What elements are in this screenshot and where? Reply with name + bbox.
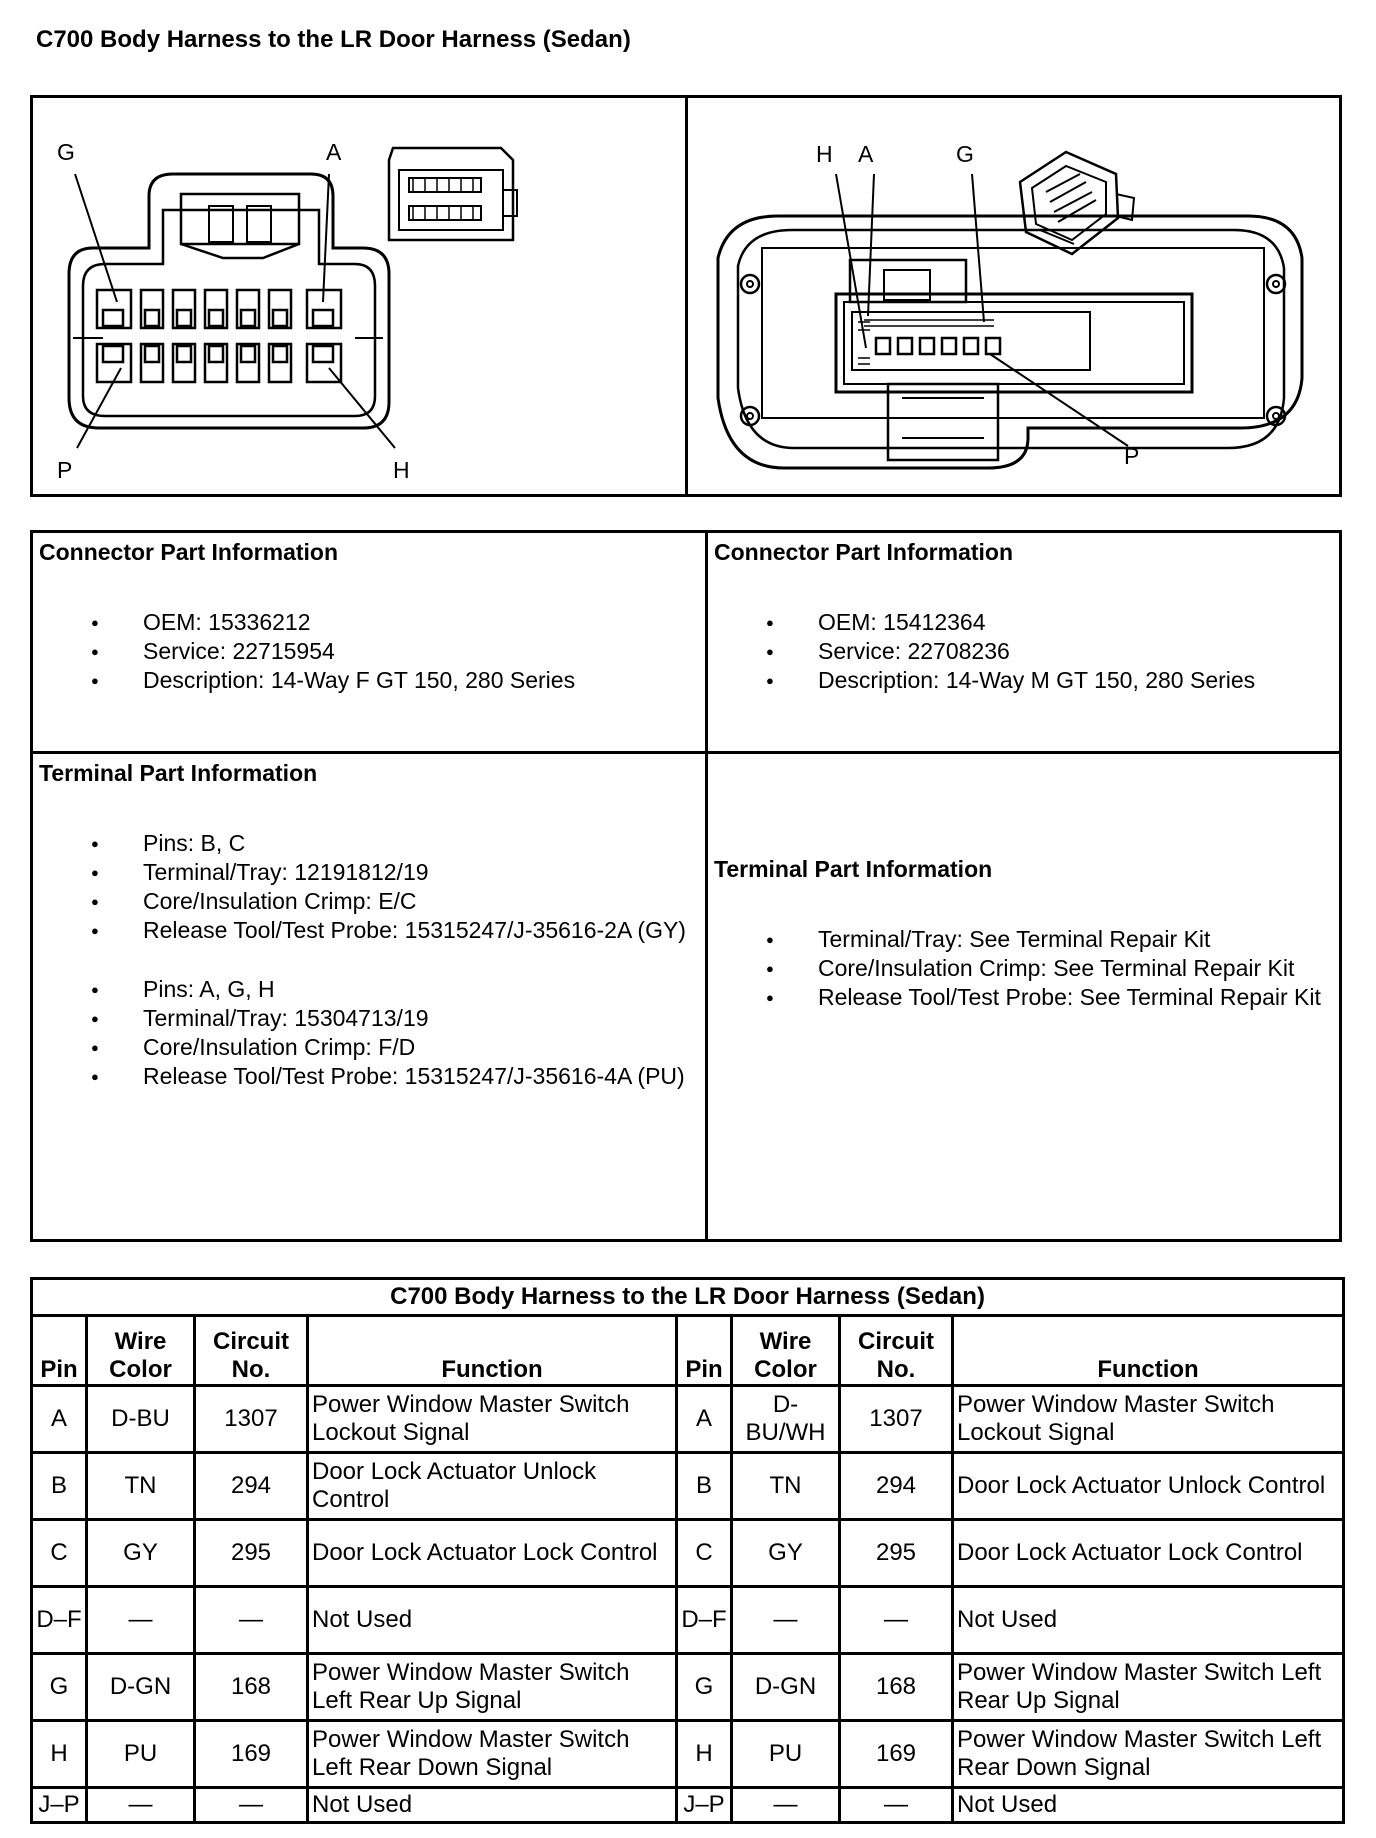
cell-wire-color: — bbox=[732, 1788, 840, 1823]
cell-wire-color: D-GN bbox=[87, 1654, 195, 1721]
cell-circuit: 295 bbox=[195, 1520, 308, 1587]
cell-pin: D–F bbox=[677, 1587, 732, 1654]
left-terminal-info bbox=[33, 754, 705, 1242]
cell-wire-color: — bbox=[732, 1587, 840, 1654]
cell-wire-color: PU bbox=[87, 1721, 195, 1788]
table-row bbox=[32, 1788, 1344, 1823]
left-terminal-heading: Terminal Part Information bbox=[39, 760, 318, 786]
left-terminal-list-1 bbox=[39, 829, 699, 945]
list-item: ● Pins: A, G, H bbox=[39, 975, 699, 1004]
cell-pin: A bbox=[677, 1386, 732, 1453]
cell-circuit: 294 bbox=[195, 1453, 308, 1520]
cell-pin: D–F bbox=[32, 1587, 87, 1654]
list-item: ● Core/Insulation Crimp: E/C bbox=[39, 887, 699, 916]
cell-wire-color: — bbox=[87, 1788, 195, 1823]
cell-function: Power Window Master Switch Lockout Signal bbox=[308, 1386, 677, 1453]
left-terminal-list-2 bbox=[39, 975, 699, 1091]
right-terminal-list bbox=[714, 925, 1336, 1012]
cell-wire-color: GY bbox=[87, 1520, 195, 1587]
cell-circuit: 295 bbox=[840, 1520, 953, 1587]
right-connector-list bbox=[714, 608, 1336, 695]
cell-function: Door Lock Actuator Unlock Control bbox=[953, 1453, 1344, 1520]
cell-pin: G bbox=[677, 1654, 732, 1721]
cell-pin: B bbox=[677, 1453, 732, 1520]
cell-circuit: 168 bbox=[195, 1654, 308, 1721]
left-pin-a-label: A bbox=[326, 139, 342, 165]
cell-pin: J–P bbox=[32, 1788, 87, 1823]
cell-wire-color: D-BU bbox=[87, 1386, 195, 1453]
list-item: ● OEM: 15412364 bbox=[714, 608, 1336, 637]
right-connector-heading: Connector Part Information bbox=[714, 539, 1014, 565]
header-pin: Pin bbox=[677, 1316, 732, 1386]
cell-pin: C bbox=[677, 1520, 732, 1587]
cell-pin: B bbox=[32, 1453, 87, 1520]
table-row bbox=[32, 1453, 1344, 1520]
male-connector-face-diagram bbox=[688, 98, 1340, 494]
cell-pin: C bbox=[32, 1520, 87, 1587]
left-connector-heading: Connector Part Information bbox=[39, 539, 339, 565]
list-item: ● Release Tool/Test Probe: 15315247/J-35616-2A (GY) bbox=[39, 916, 699, 945]
header-circuit-no: Circuit No. bbox=[195, 1316, 308, 1386]
cell-function: Door Lock Actuator Unlock Control bbox=[308, 1453, 677, 1520]
table-header-row bbox=[32, 1316, 1344, 1386]
cell-circuit: — bbox=[195, 1587, 308, 1654]
right-pin-g-label: G bbox=[956, 141, 974, 167]
right-terminal-info bbox=[708, 754, 1342, 1242]
cell-wire-color: GY bbox=[732, 1520, 840, 1587]
list-item: ● Pins: B, C bbox=[39, 829, 699, 858]
list-item: ● Release Tool/Test Probe: 15315247/J-35616-4A (PU) bbox=[39, 1062, 699, 1091]
connector-diagram-panel bbox=[30, 95, 1342, 497]
left-connector-info bbox=[33, 533, 705, 751]
table-row bbox=[32, 1721, 1344, 1788]
cell-function: Power Window Master Switch Left Rear Down Signal bbox=[953, 1721, 1344, 1788]
cell-wire-color: PU bbox=[732, 1721, 840, 1788]
page-title: C700 Body Harness to the LR Door Harness (Sedan) bbox=[36, 26, 631, 53]
cell-function: Door Lock Actuator Lock Control bbox=[953, 1520, 1344, 1587]
right-pin-h-label: H bbox=[816, 141, 833, 167]
cell-pin: G bbox=[32, 1654, 87, 1721]
left-connector-list bbox=[39, 608, 699, 695]
list-item: ● Terminal/Tray: See Terminal Repair Kit bbox=[714, 925, 1336, 954]
cell-pin: A bbox=[32, 1386, 87, 1453]
table-row bbox=[32, 1520, 1344, 1587]
left-pin-h-label: H bbox=[393, 457, 410, 483]
cell-circuit: 169 bbox=[195, 1721, 308, 1788]
header-wire-color: Wire Color bbox=[732, 1316, 840, 1386]
cell-function: Not Used bbox=[953, 1788, 1344, 1823]
cell-circuit: 169 bbox=[840, 1721, 953, 1788]
cell-wire-color: D-BU/WH bbox=[732, 1386, 840, 1453]
right-terminal-heading: Terminal Part Information bbox=[714, 856, 993, 882]
cell-wire-color: — bbox=[87, 1587, 195, 1654]
right-pin-a-label: A bbox=[858, 141, 874, 167]
cell-function: Not Used bbox=[308, 1587, 677, 1654]
list-item: ● Core/Insulation Crimp: See Terminal Repair Kit bbox=[714, 954, 1336, 983]
list-item: ● Description: 14-Way M GT 150, 280 Series bbox=[714, 666, 1336, 695]
cell-function: Door Lock Actuator Lock Control bbox=[308, 1520, 677, 1587]
cell-circuit: 1307 bbox=[840, 1386, 953, 1453]
list-item: ● Description: 14-Way F GT 150, 280 Series bbox=[39, 666, 699, 695]
table-caption: C700 Body Harness to the LR Door Harness (Sedan) bbox=[32, 1279, 1344, 1316]
cell-function: Power Window Master Switch Lockout Signal bbox=[953, 1386, 1344, 1453]
cell-pin: H bbox=[677, 1721, 732, 1788]
list-item: ● Service: 22708236 bbox=[714, 637, 1336, 666]
header-function: Function bbox=[953, 1316, 1344, 1386]
list-item: ● OEM: 15336212 bbox=[39, 608, 699, 637]
cell-function: Not Used bbox=[953, 1587, 1344, 1654]
part-information-grid bbox=[30, 530, 1342, 1242]
cell-circuit: 1307 bbox=[195, 1386, 308, 1453]
cell-pin: H bbox=[32, 1721, 87, 1788]
cell-pin: J–P bbox=[677, 1788, 732, 1823]
header-circuit-no: Circuit No. bbox=[840, 1316, 953, 1386]
table-row bbox=[32, 1654, 1344, 1721]
cell-circuit: 168 bbox=[840, 1654, 953, 1721]
cell-circuit: — bbox=[840, 1788, 953, 1823]
cell-wire-color: D-GN bbox=[732, 1654, 840, 1721]
cell-circuit: 294 bbox=[840, 1453, 953, 1520]
cell-function: Not Used bbox=[308, 1788, 677, 1823]
cell-function: Power Window Master Switch Left Rear Down Signal bbox=[308, 1721, 677, 1788]
list-item: ● Terminal/Tray: 12191812/19 bbox=[39, 858, 699, 887]
cell-function: Power Window Master Switch Left Rear Up Signal bbox=[953, 1654, 1344, 1721]
left-pin-g-label: G bbox=[57, 139, 75, 165]
cell-wire-color: TN bbox=[87, 1453, 195, 1520]
cell-circuit: — bbox=[840, 1587, 953, 1654]
pinout-table bbox=[30, 1277, 1345, 1824]
list-item: ● Terminal/Tray: 15304713/19 bbox=[39, 1004, 699, 1033]
table-row bbox=[32, 1386, 1344, 1453]
list-item: ● Service: 22715954 bbox=[39, 637, 699, 666]
table-row bbox=[32, 1587, 1344, 1654]
list-item: ● Release Tool/Test Probe: See Terminal Repair Kit bbox=[714, 983, 1336, 1012]
right-pin-p-label: P bbox=[1124, 443, 1140, 469]
cell-function: Power Window Master Switch Left Rear Up Signal bbox=[308, 1654, 677, 1721]
cell-circuit: — bbox=[195, 1788, 308, 1823]
cell-wire-color: TN bbox=[732, 1453, 840, 1520]
list-item: ● Core/Insulation Crimp: F/D bbox=[39, 1033, 699, 1062]
header-function: Function bbox=[308, 1316, 677, 1386]
left-pin-p-label: P bbox=[57, 457, 73, 483]
female-connector-face-diagram bbox=[33, 98, 683, 494]
right-connector-info bbox=[708, 533, 1342, 751]
header-wire-color: Wire Color bbox=[87, 1316, 195, 1386]
header-pin: Pin bbox=[32, 1316, 87, 1386]
